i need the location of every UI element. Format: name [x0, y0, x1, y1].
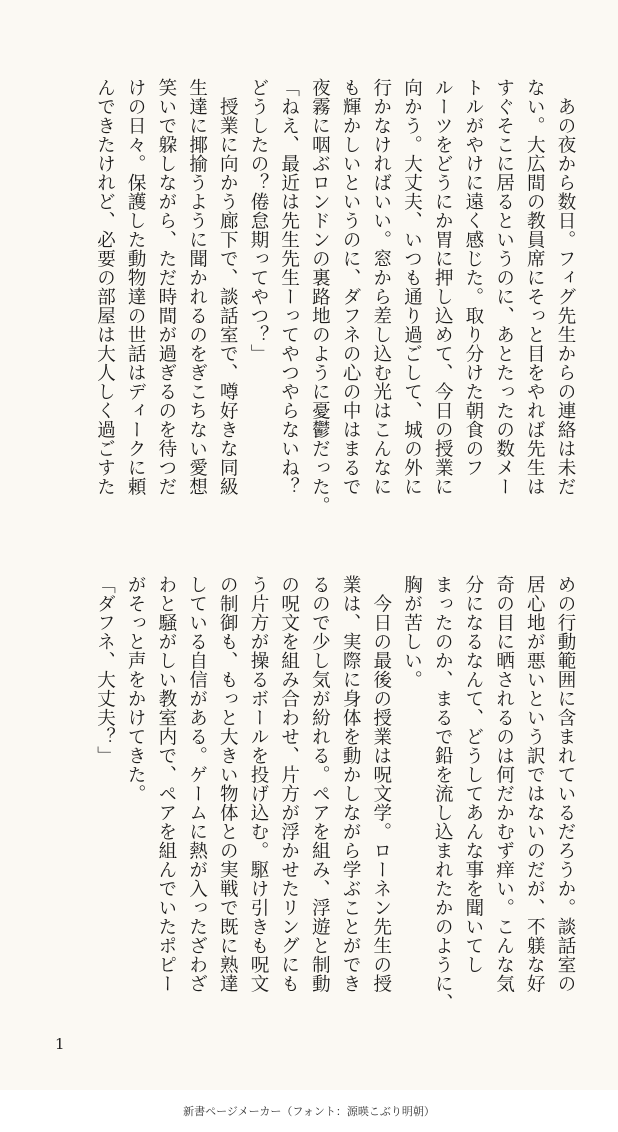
page-number: 1 — [55, 1035, 65, 1053]
body-text-lower: めの行動範囲に含まれているだろうか。談話室の 居心地が悪いという訳ではないのだが、不躾な好 奇の目に晒されるのは何だかむず痒い。こんな気 分になるなんて、どうしてあんな事を聞いてし まったのか、まるで鉛を流し込まれたかのように、 胸が苦しい。 今日の最後の授業は呪文学。ローネン先生の授 業は、実際に身体を動かしながら学ぶことができ るので少し気が紛れる。ペアを組み、浮遊と制動 の呪文を組み合わせ、片方が浮かせたリングにも う片方が操るボールを投げ込む。駆け引きも呪文 の制御も、もっと大きい物体との実戦で既に熟達 している自信がある。ゲームに熱が入ったざわざ わと騒がしい教室内で、ペアを組んでいたポピー がそっと声をかけてきた。 「ダフネ、大丈夫？」 — [94, 575, 576, 1012]
body-text-upper: あの夜から数日。フィグ先生からの連絡は未だ ない。大広間の教員席にそっと目をやれば先生は すぐそこに居るというのに、あとたったの数メー トルがやけに遠く感じた。取り分けた朝食のフ ルーツをどうにか胃に押し込めて、今日の授業に 向かう。大丈夫、いつも通り過ごして、城の外に 行かなければいい。窓から差し込む光はこんなに も輝かしいというのに、ダフネの心の中はまるで 夜霧に咽ぶロンドンの裏路地のように憂鬱だった。 「ねえ、最近は先生先生ーってやつやらないね？ どうしたの？倦怠期ってやつ？」 授業に向かう廊下で、談話室で、噂好きな同級 生達に揶揄うように聞かれるのをぎこちない愛想 笑いで躱しながら、ただ時間が過ぎるのを待つだ けの日々。保護した動物達の世話はディークに頼 んできたけれど、必要の部屋は大人しく過ごすた — [94, 78, 576, 515]
footer-credit: 新書ページメーカー（フォント：源暎こぶり明朝） — [0, 1090, 618, 1132]
